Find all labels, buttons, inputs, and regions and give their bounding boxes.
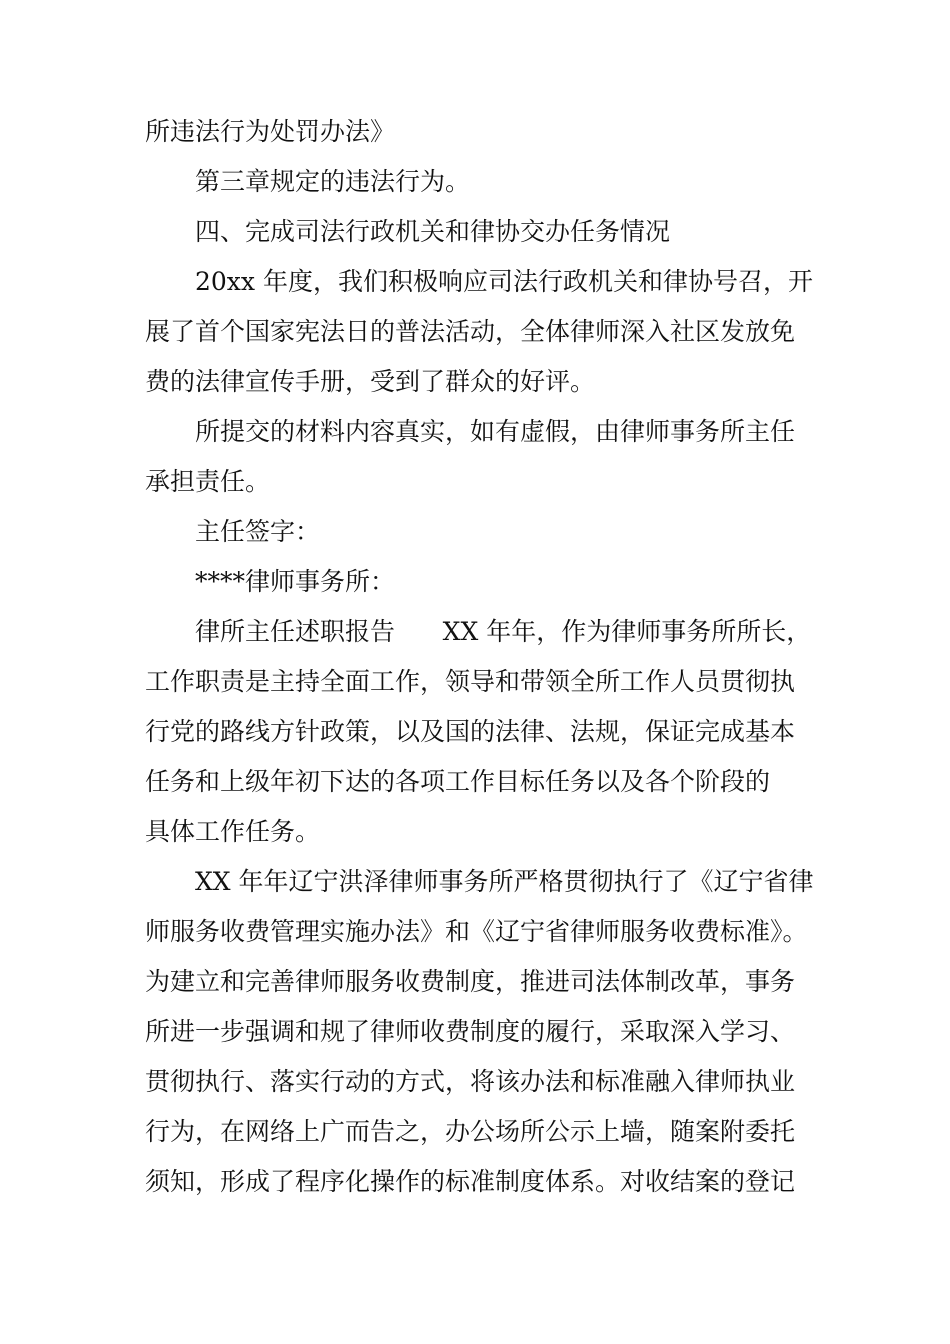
section-heading: 四、完成司法行政机关和律协交办任务情况 [195, 217, 671, 246]
text-line: 须知，形成了程序化操作的标准制度体系。对收结案的登记 [145, 1167, 796, 1196]
text-line: 律所主任述职报告 XX 年年，作为律师事务所所长， [195, 617, 812, 646]
signature-label: 主任签字： [195, 517, 321, 546]
text-line: 为建立和完善律师服务收费制度，推进司法体制改革，事务 [145, 967, 796, 996]
text-line: 所提交的材料内容真实，如有虚假，由律师事务所主任 [195, 417, 796, 446]
text-line: 第三章规定的违法行为。 [195, 167, 471, 196]
text-line: 行党的路线方针政策，以及国的法律、法规，保证完成基本 [145, 717, 796, 746]
text-line: 所违法行为处罚办法》 [145, 117, 396, 146]
text-line: 承担责任。 [145, 467, 271, 496]
text-line: 20xx 年度，我们积极响应司法行政机关和律协号召，开 [195, 267, 813, 296]
text-line: 贯彻执行、落实行动的方式，将该办法和标准融入律师执业 [145, 1067, 796, 1096]
text-line: 任务和上级年初下达的各项工作目标任务以及各个阶段的 [145, 767, 771, 796]
text-line: 师服务收费管理实施办法》和《辽宁省律师服务收费标准》。 [145, 917, 808, 946]
firm-name-label: ****律师事务所： [195, 567, 396, 596]
text-line: 行为，在网络上广而告之，办公场所公示上墙，随案附委托 [145, 1117, 796, 1146]
text-line: 所进一步强调和规了律师收费制度的履行，采取深入学习、 [145, 1017, 796, 1046]
text-line: 工作职责是主持全面工作，领导和带领全所工作人员贯彻执 [145, 667, 796, 696]
text-line: 费的法律宣传手册，受到了群众的好评。 [145, 367, 596, 396]
text-line: 具体工作任务。 [145, 817, 321, 846]
text-line: 展了首个国家宪法日的普法活动，全体律师深入社区发放免 [145, 317, 796, 346]
text-line: XX 年年辽宁洪泽律师事务所严格贯彻执行了《辽宁省律 [195, 867, 814, 896]
